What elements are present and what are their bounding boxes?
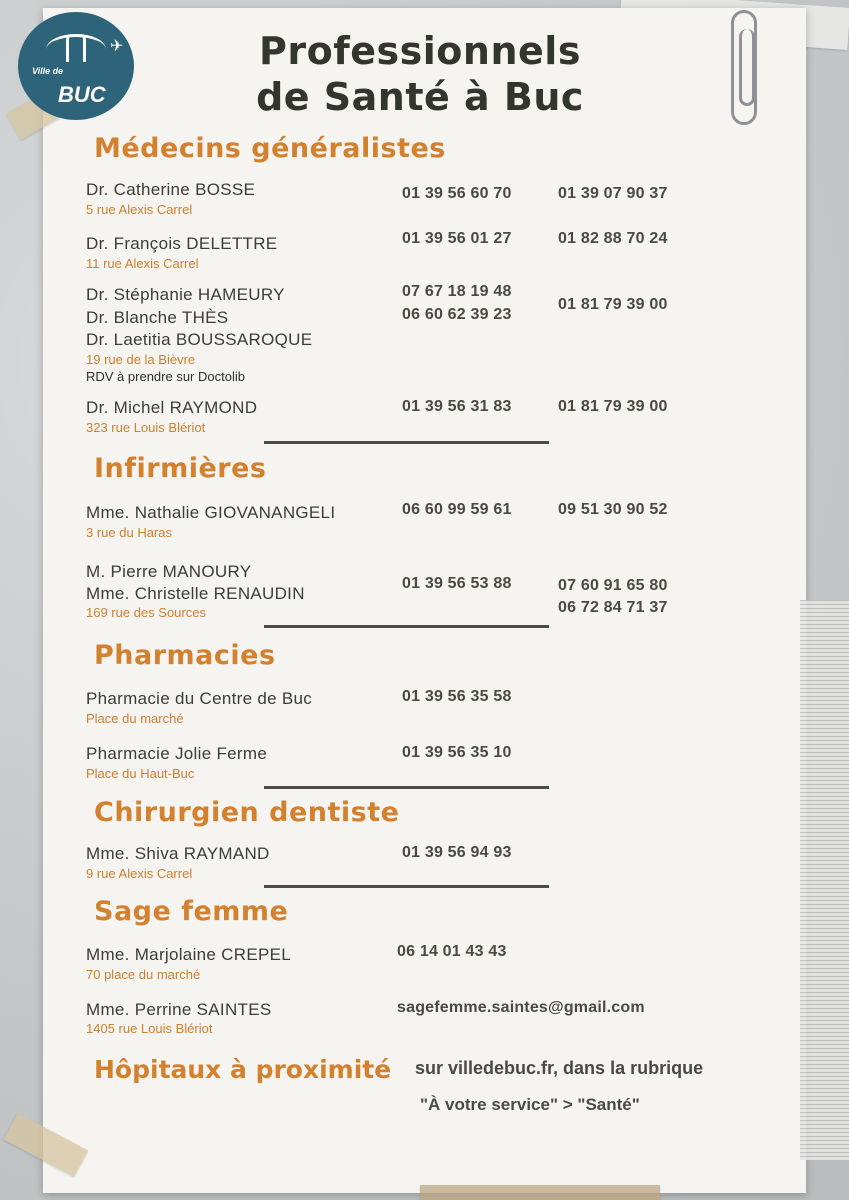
pharmacie-phone[interactable]: 01 39 56 35 10 (402, 744, 512, 761)
medecin-address: 11 rue Alexis Carrel (86, 256, 199, 271)
section-divider (264, 625, 549, 628)
dentiste-phone[interactable]: 01 39 56 94 93 (402, 844, 512, 861)
pharmacie-address: Place du marché (86, 711, 184, 726)
medecin-name: Dr. Laetitia BOUSSAROQUE (86, 330, 313, 349)
newspaper-scrap (800, 600, 849, 1160)
section-title-dentiste: Chirurgien dentiste (94, 797, 400, 828)
hopitaux-info-line1: sur villedebuc.fr, dans la rubrique (415, 1058, 704, 1078)
section-divider (264, 786, 549, 789)
sagefemme-address: 70 place du marché (86, 967, 201, 982)
medecin-phone[interactable]: 01 39 56 60 70 (402, 185, 512, 202)
medecin-phone[interactable]: 01 39 56 31 83 (402, 398, 512, 415)
infirmiere-address: 169 rue des Sources (86, 605, 206, 620)
page-title (200, 28, 640, 120)
medecin-phone[interactable]: 06 60 62 39 23 (402, 306, 512, 323)
medecin-name: Dr. François DELETTRE (86, 234, 278, 253)
infirmiere-phone[interactable]: 07 60 91 65 80 (558, 577, 668, 594)
infirmiere-phone[interactable]: 01 39 56 53 88 (402, 575, 512, 592)
medecin-name: Dr. Blanche THÈS (86, 308, 229, 327)
infirmiere-name: M. Pierre MANOURY (86, 562, 252, 581)
sagefemme-name: Mme. Marjolaine CREPEL (86, 945, 291, 964)
medecin-phone[interactable]: 01 82 88 70 24 (558, 230, 668, 247)
medecin-name: Dr. Michel RAYMOND (86, 398, 258, 417)
paperclip-icon (731, 10, 757, 125)
section-divider (264, 441, 549, 444)
infirmiere-name: Mme. Nathalie GIOVANANGELI (86, 503, 336, 522)
pharmacie-address: Place du Haut-Buc (86, 766, 195, 781)
logo-buc-text: BUC (58, 82, 106, 107)
logo-wave-inner (66, 34, 86, 62)
medecin-name: Dr. Catherine BOSSE (86, 180, 256, 199)
medecin-name: Dr. Stéphanie HAMEURY (86, 285, 285, 304)
pharmacie-phone[interactable]: 01 39 56 35 58 (402, 688, 512, 705)
section-title-medecins: Médecins généralistes (94, 133, 446, 164)
infirmiere-name: Mme. Christelle RENAUDIN (86, 584, 305, 603)
medecin-phone[interactable]: 07 67 18 19 48 (402, 283, 512, 300)
dentiste-address: 9 rue Alexis Carrel (86, 866, 193, 881)
infirmiere-phone[interactable]: 06 72 84 71 37 (558, 599, 668, 616)
section-title-hopitaux: Hôpitaux à proximité (94, 1055, 392, 1084)
sagefemme-email-link[interactable]: sagefemme.saintes@gmail.com (397, 999, 645, 1016)
medecin-phone[interactable]: 01 39 07 90 37 (558, 185, 668, 202)
section-title-pharmacies: Pharmacies (94, 640, 276, 671)
medecin-address: 5 rue Alexis Carrel (86, 202, 193, 217)
logo-ville-text: Ville de (32, 66, 64, 76)
section-title-infirmieres: Infirmières (94, 453, 267, 484)
title-line-1: Professionnels (259, 29, 581, 73)
plane-icon: ✈ (110, 38, 124, 55)
medecin-address: 323 rue Louis Blériot (86, 420, 206, 435)
medecin-phone[interactable]: 01 39 56 01 27 (402, 230, 512, 247)
pharmacie-name: Pharmacie Jolie Ferme (86, 744, 268, 763)
sagefemme-phone[interactable]: 06 14 01 43 43 (397, 943, 507, 960)
medecin-address: 19 rue de la Bièvre (86, 352, 196, 367)
pharmacie-name: Pharmacie du Centre de Buc (86, 689, 313, 708)
sagefemme-name: Mme. Perrine SAINTES (86, 1000, 272, 1019)
ville-de-buc-logo (18, 12, 134, 120)
infirmiere-address: 3 rue du Haras (86, 525, 172, 540)
infirmiere-phone[interactable]: 09 51 30 90 52 (558, 501, 668, 518)
medecin-phone[interactable]: 01 81 79 39 00 (558, 296, 668, 313)
medecin-phone[interactable]: 01 81 79 39 00 (558, 398, 668, 415)
sagefemme-address: 1405 rue Louis Blériot (86, 1021, 213, 1036)
title-line-2: de Santé à Buc (256, 75, 584, 119)
doctolib-note: RDV à prendre sur Doctolib (86, 369, 245, 384)
dentiste-name: Mme. Shiva RAYMAND (86, 844, 270, 863)
section-title-sagefemme: Sage femme (94, 896, 289, 927)
section-divider (264, 885, 549, 888)
tape-bottom (420, 1185, 660, 1200)
hopitaux-info-line2: "À votre service" > "Santé" (420, 1095, 640, 1114)
infirmiere-phone[interactable]: 06 60 99 59 61 (402, 501, 512, 518)
